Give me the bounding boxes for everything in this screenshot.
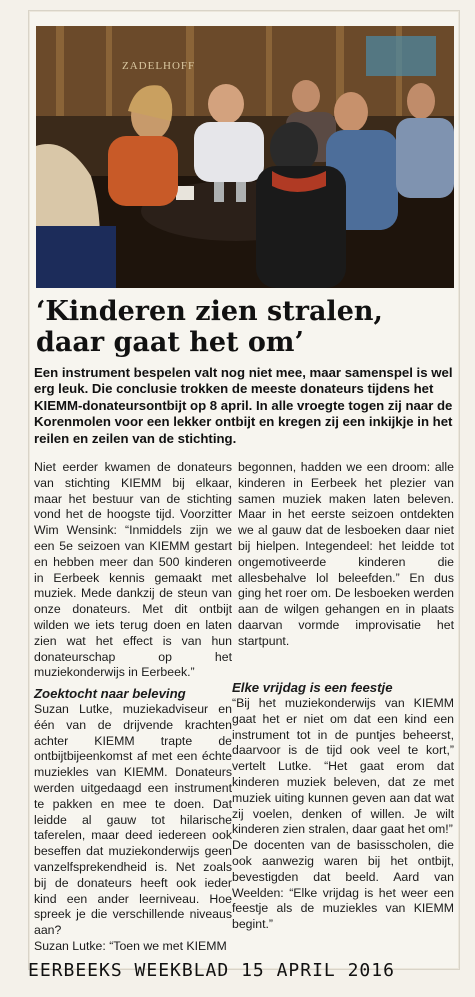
paragraph-vrijdag: “Bij het muziekonderwijs van KIEMM gaat het er niet om dat een kind een instrument tot in de puntjes beheerst, daarvoor is de tijd ook veel te kort,” vertelt Lutke. “Het gaat erom dat kinderen muziek beleven, dat ze met muziek uiting kunnen geven aan dat wat zij voelen, denken of willen. Je wilt kinderen zien stralen, daar gaat het om!” (232, 696, 454, 837)
paragraph-intro: Niet eerder kwamen de donateurs van stichting KIEMM bij elkaar, maar het bestuur van de stichting vond het de hoogste tijd. Voorzitter Wim Wensink: “Inmiddels zijn we een 5e seizoen van KIEMM gestart en hebben meer dan 500 kinderen in Eerbeek kennis gemaakt met muziek. Mede dankzij de steun van onze donateurs. Met dit ontbijt wilden we iets terug doen en laten zien wat het effect is van hun donateurschap op het muziekonderwijs in Eerbeek.” (34, 460, 232, 680)
column-right-bottom (232, 680, 454, 933)
subheading-zoektocht: Zoektocht naar beleving (34, 686, 186, 701)
handwritten-source-note: EERBEEKS WEEKBLAD 15 APRIL 2016 (28, 960, 395, 981)
photo-illustration (36, 26, 454, 288)
paragraph-docenten: De docenten van de basisscholen, die ook aanwezig waren bij het ontbijt, bevestigden dat beeld. Aard van Weelden: “Elke vrijdag is het weer een feestje als de muziekles van KIEMM begint.” (232, 838, 454, 932)
subheading-vrijdag: Elke vrijdag is een feestje (232, 680, 393, 695)
column-left-top (34, 460, 232, 681)
article-lead: Een instrument bespelen valt nog niet mee, maar samenspel is wel erg leuk. Die conclusie trokken de meeste donateurs tijdens het KIEMM-donateursontbijt op 8 april. In alle vroegte togen zij naar de Korenmolen voor een lekker ontbijt en kregen zij een inkijkje in het reilen en zeilen van de stichting. (34, 365, 453, 446)
column-right-top (238, 460, 454, 650)
article-photo (36, 26, 454, 288)
photo-sign-text: ZADELHOFF (122, 60, 196, 72)
column-left-bottom (34, 686, 232, 955)
paragraph-continuation: begonnen, hadden we een droom: alle kinderen in Eerbeek het plezier van samen muziek maken laten beleven. Maar in het eerste seizoen ontdekten we al gauw dat de lesboeken daar niet bij hielpen. Integendeel: het leidde tot ongemotiveerde kinderen die allesbehalve lol beleefden.” En dus ging het roer om. De lesboeken werden aan de wilgen gehangen en in plaats daarvan vormde improvisatie het startpunt. (238, 460, 454, 648)
article-headline: ‘Kinderen zien stralen, daar gaat het om’ (36, 296, 383, 358)
paragraph-zoektocht: Suzan Lutke, muziekadviseur en één van de drijvende krachten achter KIEMM trapte de ontbijtbijeenkomst af met een échte muziekles van KIEMM. Donateurs werden uitgedaagd een instrument te pakken en mee te doen. Dat leidde al gauw tot hilarische taferelen, maar deed iedereen ook beseffen dat muziekonderwijs geen vanzelfsprekendheid is. Net zoals bij de donateurs heeft ook ieder kind een ander leerniveau. Hoe spreek je die verschillende niveaus aan? (34, 702, 232, 938)
paragraph-quote-start: Suzan Lutke: “Toen we met KIEMM (34, 938, 227, 953)
